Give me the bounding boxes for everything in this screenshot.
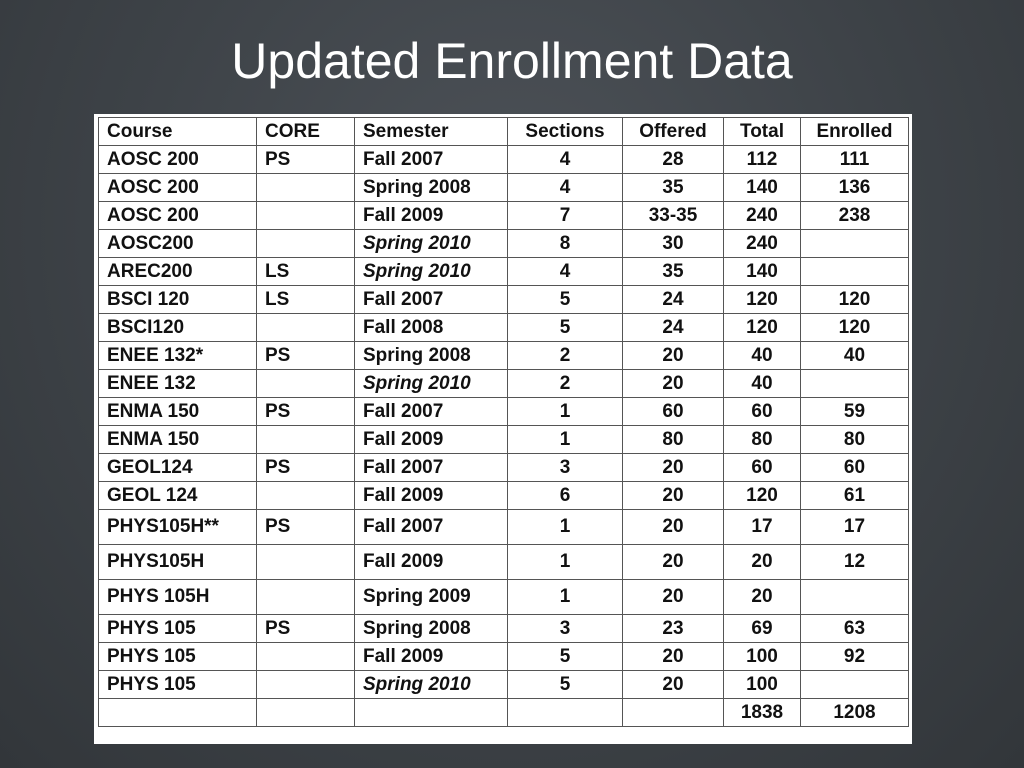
slide-title: Updated Enrollment Data (231, 33, 793, 89)
enrollment-table (98, 117, 909, 727)
cell-total: 69 (724, 615, 801, 643)
cell-course: PHYS 105 (99, 615, 257, 643)
table-header-row (99, 118, 909, 146)
cell-enrolled (801, 370, 909, 398)
cell-total: 120 (724, 286, 801, 314)
cell-semester: Fall 2009 (355, 482, 508, 510)
cell-offered: 80 (623, 426, 724, 454)
table-row (99, 314, 909, 342)
cell-core (257, 671, 355, 699)
table-row (99, 510, 909, 545)
cell-total: 112 (724, 146, 801, 174)
total-sum: 1838 (724, 699, 801, 727)
cell-offered: 20 (623, 671, 724, 699)
cell-sections: 5 (508, 671, 623, 699)
cell-course: AREC200 (99, 258, 257, 286)
cell-sections: 2 (508, 342, 623, 370)
cell-core: PS (257, 146, 355, 174)
cell-course: PHYS 105 (99, 643, 257, 671)
cell-sections: 5 (508, 643, 623, 671)
cell-total: 100 (724, 671, 801, 699)
cell-core: LS (257, 258, 355, 286)
cell-course: ENMA 150 (99, 426, 257, 454)
cell-total: 40 (724, 342, 801, 370)
cell-enrolled: 136 (801, 174, 909, 202)
cell-semester: Spring 2010 (355, 230, 508, 258)
cell-total: 120 (724, 482, 801, 510)
cell-enrolled: 238 (801, 202, 909, 230)
cell-semester: Spring 2010 (355, 258, 508, 286)
cell-offered: 28 (623, 146, 724, 174)
cell-course: PHYS 105 (99, 671, 257, 699)
cell-core: PS (257, 398, 355, 426)
cell-offered: 23 (623, 615, 724, 643)
table-row (99, 342, 909, 370)
cell-course: GEOL 124 (99, 482, 257, 510)
cell-offered: 20 (623, 370, 724, 398)
table-row (99, 230, 909, 258)
cell-semester: Fall 2007 (355, 510, 508, 545)
cell-sections: 1 (508, 426, 623, 454)
cell-sections: 4 (508, 174, 623, 202)
table-row (99, 671, 909, 699)
cell-offered: 24 (623, 314, 724, 342)
cell-enrolled: 60 (801, 454, 909, 482)
cell-sections: 3 (508, 454, 623, 482)
cell-enrolled (801, 258, 909, 286)
table-row (99, 545, 909, 580)
cell-enrolled: 59 (801, 398, 909, 426)
cell-offered: 20 (623, 342, 724, 370)
cell-enrolled: 80 (801, 426, 909, 454)
header-offered: Offered (623, 118, 724, 146)
cell-total: 140 (724, 258, 801, 286)
cell-semester: Fall 2007 (355, 454, 508, 482)
cell-sections: 2 (508, 370, 623, 398)
cell-semester: Fall 2007 (355, 286, 508, 314)
cell-sections: 1 (508, 510, 623, 545)
cell-core (257, 314, 355, 342)
cell-core (257, 202, 355, 230)
cell-course: PHYS105H** (99, 510, 257, 545)
cell-core: PS (257, 510, 355, 545)
table-row (99, 643, 909, 671)
cell-core (257, 426, 355, 454)
cell-total: 80 (724, 426, 801, 454)
cell-sections: 4 (508, 146, 623, 174)
table-row (99, 174, 909, 202)
enrolled-sum: 1208 (801, 699, 909, 727)
empty-cell (99, 699, 257, 727)
table-row (99, 398, 909, 426)
cell-enrolled (801, 671, 909, 699)
totals-row (99, 699, 909, 727)
cell-core: LS (257, 286, 355, 314)
cell-core (257, 580, 355, 615)
cell-sections: 7 (508, 202, 623, 230)
header-enrolled: Enrolled (801, 118, 909, 146)
table-row (99, 454, 909, 482)
cell-total: 240 (724, 202, 801, 230)
empty-cell (623, 699, 724, 727)
cell-semester: Spring 2008 (355, 342, 508, 370)
cell-semester: Spring 2010 (355, 370, 508, 398)
cell-total: 20 (724, 545, 801, 580)
cell-semester: Fall 2009 (355, 545, 508, 580)
cell-semester: Spring 2008 (355, 615, 508, 643)
cell-offered: 20 (623, 545, 724, 580)
table-row (99, 482, 909, 510)
cell-offered: 20 (623, 580, 724, 615)
cell-semester: Fall 2009 (355, 202, 508, 230)
cell-course: ENEE 132* (99, 342, 257, 370)
cell-core (257, 643, 355, 671)
empty-cell (508, 699, 623, 727)
table-row (99, 202, 909, 230)
cell-total: 40 (724, 370, 801, 398)
cell-course: AOSC 200 (99, 174, 257, 202)
cell-enrolled: 120 (801, 314, 909, 342)
cell-total: 17 (724, 510, 801, 545)
cell-sections: 4 (508, 258, 623, 286)
table-row (99, 426, 909, 454)
cell-offered: 35 (623, 174, 724, 202)
table-row (99, 615, 909, 643)
cell-enrolled: 17 (801, 510, 909, 545)
cell-total: 120 (724, 314, 801, 342)
table-row (99, 258, 909, 286)
cell-semester: Fall 2007 (355, 398, 508, 426)
cell-sections: 1 (508, 545, 623, 580)
cell-total: 60 (724, 454, 801, 482)
cell-core: PS (257, 342, 355, 370)
cell-sections: 1 (508, 398, 623, 426)
cell-offered: 33-35 (623, 202, 724, 230)
cell-enrolled: 61 (801, 482, 909, 510)
cell-sections: 5 (508, 314, 623, 342)
empty-cell (257, 699, 355, 727)
cell-semester: Spring 2008 (355, 174, 508, 202)
enrollment-table-panel (94, 114, 912, 744)
cell-course: AOSC 200 (99, 202, 257, 230)
cell-course: PHYS 105H (99, 580, 257, 615)
cell-enrolled: 111 (801, 146, 909, 174)
cell-sections: 6 (508, 482, 623, 510)
table-row (99, 286, 909, 314)
cell-semester: Spring 2010 (355, 671, 508, 699)
cell-core: PS (257, 615, 355, 643)
cell-sections: 3 (508, 615, 623, 643)
table-row (99, 580, 909, 615)
header-semester: Semester (355, 118, 508, 146)
cell-enrolled: 12 (801, 545, 909, 580)
cell-sections: 8 (508, 230, 623, 258)
cell-total: 240 (724, 230, 801, 258)
cell-course: AOSC 200 (99, 146, 257, 174)
cell-course: AOSC200 (99, 230, 257, 258)
cell-sections: 5 (508, 286, 623, 314)
cell-course: ENEE 132 (99, 370, 257, 398)
cell-total: 100 (724, 643, 801, 671)
cell-enrolled: 92 (801, 643, 909, 671)
cell-offered: 20 (623, 510, 724, 545)
cell-course: GEOL124 (99, 454, 257, 482)
cell-enrolled (801, 230, 909, 258)
cell-offered: 20 (623, 482, 724, 510)
cell-semester: Fall 2008 (355, 314, 508, 342)
table-row (99, 370, 909, 398)
cell-enrolled (801, 580, 909, 615)
cell-total: 140 (724, 174, 801, 202)
cell-course: BSCI120 (99, 314, 257, 342)
cell-core: PS (257, 454, 355, 482)
empty-cell (355, 699, 508, 727)
table-row (99, 146, 909, 174)
cell-semester: Fall 2007 (355, 146, 508, 174)
cell-offered: 24 (623, 286, 724, 314)
cell-core (257, 370, 355, 398)
cell-core (257, 174, 355, 202)
cell-core (257, 230, 355, 258)
cell-offered: 35 (623, 258, 724, 286)
cell-core (257, 545, 355, 580)
cell-core (257, 482, 355, 510)
cell-offered: 30 (623, 230, 724, 258)
table-body (99, 146, 909, 727)
cell-course: BSCI 120 (99, 286, 257, 314)
cell-total: 60 (724, 398, 801, 426)
cell-course: ENMA 150 (99, 398, 257, 426)
cell-enrolled: 63 (801, 615, 909, 643)
cell-enrolled: 40 (801, 342, 909, 370)
cell-offered: 20 (623, 643, 724, 671)
cell-semester: Spring 2009 (355, 580, 508, 615)
cell-enrolled: 120 (801, 286, 909, 314)
cell-semester: Fall 2009 (355, 643, 508, 671)
header-total: Total (724, 118, 801, 146)
cell-offered: 20 (623, 454, 724, 482)
cell-total: 20 (724, 580, 801, 615)
header-course: Course (99, 118, 257, 146)
cell-sections: 1 (508, 580, 623, 615)
header-sections: Sections (508, 118, 623, 146)
cell-semester: Fall 2009 (355, 426, 508, 454)
cell-offered: 60 (623, 398, 724, 426)
cell-course: PHYS105H (99, 545, 257, 580)
header-core: CORE (257, 118, 355, 146)
